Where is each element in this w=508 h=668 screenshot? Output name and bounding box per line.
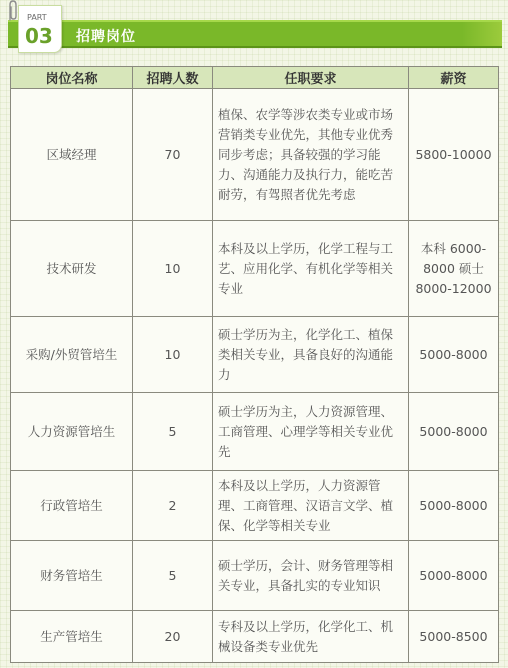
table-row xyxy=(11,393,499,471)
table-row xyxy=(11,221,499,317)
salary-cell: 5000-8000 xyxy=(409,541,499,611)
header-bar-tail xyxy=(462,22,502,46)
count-cell: 10 xyxy=(133,221,213,317)
count-cell: 20 xyxy=(133,611,213,663)
position-cell: 采购/外贸管培生 xyxy=(11,317,133,393)
part-number: 03 xyxy=(25,24,53,48)
requirements-cell: 植保、农学等涉农类专业或市场营销类专业优先，其他专业优秀同步考虑；具备较强的学习能力、沟通能力及执行力，能吃苦耐劳，有驾照者优先考虑 xyxy=(213,89,409,221)
count-cell: 70 xyxy=(133,89,213,221)
salary-cell: 5000-8000 xyxy=(409,393,499,471)
table-row xyxy=(11,541,499,611)
requirements-cell: 本科及以上学历，化学工程与工艺、应用化学、有机化学等相关专业 xyxy=(213,221,409,317)
jobs-table xyxy=(10,66,499,663)
salary-cell: 本科 6000-8000 硕士 8000-12000 xyxy=(409,221,499,317)
paperclip-icon xyxy=(6,0,20,22)
position-cell: 财务管培生 xyxy=(11,541,133,611)
requirements-cell: 专科及以上学历，化学化工、机械设备类专业优先 xyxy=(213,611,409,663)
requirements-cell: 硕士学历为主，化学化工、植保类相关专业，具备良好的沟通能力 xyxy=(213,317,409,393)
salary-cell: 5000-8000 xyxy=(409,317,499,393)
count-cell: 10 xyxy=(133,317,213,393)
section-title: 招聘岗位 xyxy=(76,29,136,45)
salary-cell: 5800-10000 xyxy=(409,89,499,221)
position-cell: 技术研发 xyxy=(11,221,133,317)
requirements-cell: 硕士学历为主，人力资源管理、工商管理、心理学等相关专业优先 xyxy=(213,393,409,471)
position-cell: 区域经理 xyxy=(11,89,133,221)
position-cell: 生产管培生 xyxy=(11,611,133,663)
part-badge xyxy=(18,5,62,53)
header-bar xyxy=(8,20,502,48)
jobs-table-container xyxy=(10,66,498,663)
position-cell: 人力资源管培生 xyxy=(11,393,133,471)
count-cell: 5 xyxy=(133,393,213,471)
column-header-salary: 薪资 xyxy=(409,67,499,89)
column-header-requirements: 任职要求 xyxy=(213,67,409,89)
table-row xyxy=(11,611,499,663)
part-label: PART xyxy=(27,13,47,22)
salary-cell: 5000-8500 xyxy=(409,611,499,663)
count-cell: 5 xyxy=(133,541,213,611)
column-header-count: 招聘人数 xyxy=(133,67,213,89)
section-header xyxy=(0,0,508,62)
table-row xyxy=(11,471,499,541)
column-header-position: 岗位名称 xyxy=(11,67,133,89)
count-cell: 2 xyxy=(133,471,213,541)
table-header-row xyxy=(11,67,499,89)
salary-cell: 5000-8000 xyxy=(409,471,499,541)
table-row xyxy=(11,317,499,393)
requirements-cell: 硕士学历，会计、财务管理等相关专业，具备扎实的专业知识 xyxy=(213,541,409,611)
requirements-cell: 本科及以上学历，人力资源管理、工商管理、汉语言文学、植保、化学等相关专业 xyxy=(213,471,409,541)
position-cell: 行政管培生 xyxy=(11,471,133,541)
table-row xyxy=(11,89,499,221)
